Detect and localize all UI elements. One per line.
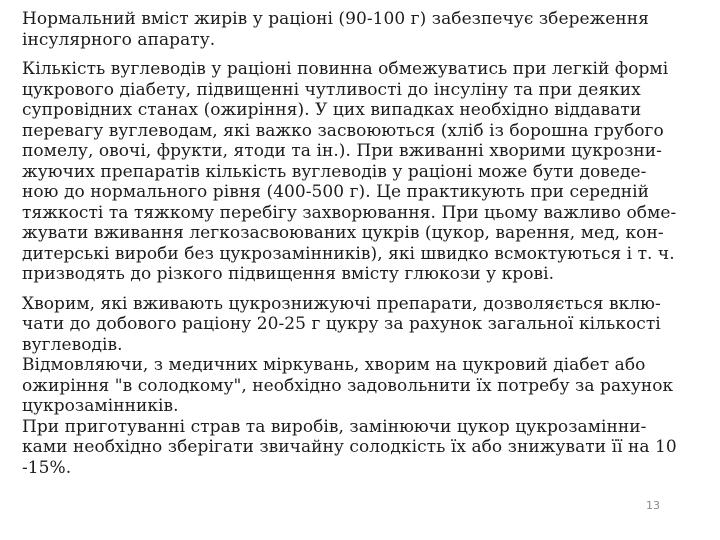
paragraph-carbohydrates: Кількість вуглеводів у раціоні повинна обмежуватись при легкій формі цукрового діабету, підвищенні чутливості до інсуліну та при деяких супровідних станах (ожиріння). У цих випадках необхідно віддавати перевагу вуглеводам, які важко засвоюються (хліб із борошна грубого помелу, овочі, фрукти, ятоди та ін.). При вживанні хворими цукрозни- жуючих препаратів кількість вуглеводів у раціоні може бути доведе- ною до нормального рівня (400-500 г). Це практикують при середній тяжкості та тяжкому перебігу захворювання. При цьому важливо обме- жувати вживання легкозасвоюваних цукрів (цукор, варення, мед, кон- дитерські вироби без цукрозамінників), які швидко всмоктуються і т. ч. призводять до різкого підвищення вмісту глюкози у крові. <box>22 59 677 284</box>
paragraph-fats: Нормальний вміст жирів у раціоні (90-100 г) забезпечує збереження інсулярного апарату. <box>22 9 649 50</box>
page-number: 13 <box>646 499 660 512</box>
paragraph-sugar-substitutes: Хворим, які вживають цукрознижуючі препарати, дозволяється вклю- чати до добового раціону 20-25 г цукру за рахунок загальної кількості вуглеводів. Відмовляючи, з медичних міркувань, хворим на цукровий діабет або ожиріння "в солодкому", необхідно задовольнити їх потребу за рахунок цукрозамінників. При приготуванні страв та виробів, замінюючи цукор цукрозамінни- ками необхідно зберігати звичайну солодкість їх або знижувати її на 10 -15%. <box>22 293 677 478</box>
